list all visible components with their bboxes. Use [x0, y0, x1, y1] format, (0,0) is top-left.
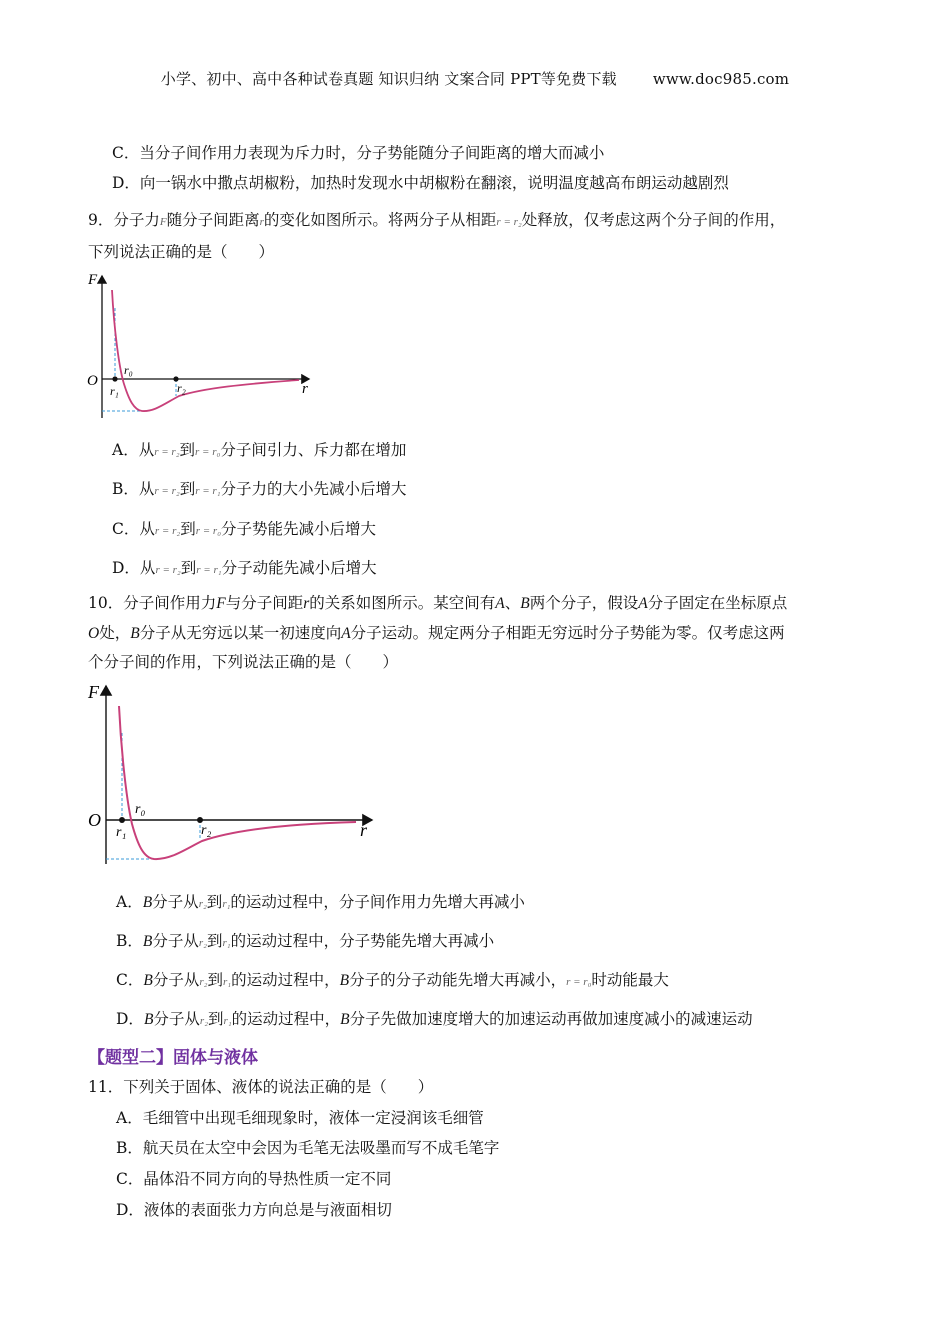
- q9-stem: 9．分子力F随分子间距离r的变化如图所示。将两分子从相距r = r₂处释放，仅考虑这两个分子间的作用，: [88, 211, 786, 229]
- q11-option-d: D．液体的表面张力方向总是与液面相切: [116, 1201, 392, 1219]
- q11-option-b: B．航天员在太空中会因为毛笔无法吸墨而写不成毛笔字: [116, 1139, 500, 1157]
- page-header: [0, 68, 950, 89]
- q9-option-d: D．从r = r₂到r = r₁分子动能先减小后增大: [112, 559, 377, 577]
- q10-label-r0: r₀: [135, 802, 146, 817]
- q10-option-c: C．B分子从r₂到r₁的运动过程中，B分子的分子动能先增大再减小，r = r₀时动能最大: [116, 971, 669, 989]
- q9-label-r: r: [302, 381, 308, 397]
- q10-option-a: A．B分子从r₂到r₁的运动过程中，分子间作用力先增大再减小: [116, 893, 525, 911]
- q11-option-c: C．晶体沿不同方向的导热性质一定不同: [116, 1170, 392, 1188]
- q10-stem-line1: 10．分子间作用力F与分子间距r的关系如图所示。某空间有A、B两个分子，假设A分子固定在坐标原点: [88, 594, 788, 612]
- q10-option-d: D．B分子从r₂到r₁的运动过程中，B分子先做加速度增大的加速运动再做加速度减小的减速运动: [116, 1010, 753, 1028]
- header-site: www.doc985.com: [652, 70, 790, 88]
- q9-option-a: A．从r = r₂到r = r₀分子间引力、斥力都在增加: [112, 441, 407, 459]
- q9-force-curve: [112, 290, 299, 411]
- q10-label-r2: r₂: [201, 823, 212, 838]
- q9-option-b: B．从r = r₂到r = r₁分子力的大小先减小后增大: [112, 480, 407, 498]
- header-text: 小学、初中、高中各种试卷真题 知识归纳 文案合同 PPT等免费下载: [160, 70, 617, 88]
- q10-stem-line3: 个分子间的作用，下列说法正确的是（ ）: [88, 653, 399, 671]
- q10-force-curve: [119, 706, 356, 859]
- q11-stem: 11．下列关于固体、液体的说法正确的是（ ）: [88, 1078, 434, 1096]
- q11-option-a: A．毛细管中出现毛细现象时，液体一定浸润该毛细管: [116, 1109, 484, 1127]
- q8-option-c: C．当分子间作用力表现为斥力时，分子势能随分子间距离的增大而减小: [112, 144, 605, 162]
- q9-label-r0: r₀: [124, 363, 133, 377]
- q10-label-r1: r₁: [116, 825, 127, 840]
- q9-label-F: F: [88, 272, 98, 288]
- q10-point-r1: [119, 817, 125, 823]
- q9-stem-line2: 下列说法正确的是（ ）: [88, 243, 275, 261]
- q9-force-graph: [84, 268, 324, 428]
- q8-option-d: D．向一锅水中撒点胡椒粉，加热时发现水中胡椒粉在翻滚，说明温度越高布朗运动越剧烈: [112, 174, 729, 192]
- q9-label-r1: r₁: [110, 384, 119, 398]
- q9-option-c: C．从r = r₂到r = r₀分子势能先减小后增大: [112, 520, 377, 538]
- q9-point-r1: [112, 376, 117, 381]
- q10-stem-line2: O处，B分子从无穷远以某一初速度向A分子运动。规定两分子相距无穷远时分子势能为零。仅考虑这两: [88, 624, 785, 642]
- q9-label-r2: r₂: [177, 381, 186, 395]
- q10-force-graph: [84, 678, 384, 878]
- q10-label-O: O: [88, 810, 101, 830]
- q10-label-F: F: [88, 682, 99, 702]
- q9-label-O: O: [87, 373, 98, 389]
- section-title: 【题型二】固体与液体: [88, 1048, 258, 1068]
- q10-option-b: B．B分子从r₂到r₁的运动过程中，分子势能先增大再减小: [116, 932, 495, 950]
- q10-label-r: r: [360, 820, 368, 840]
